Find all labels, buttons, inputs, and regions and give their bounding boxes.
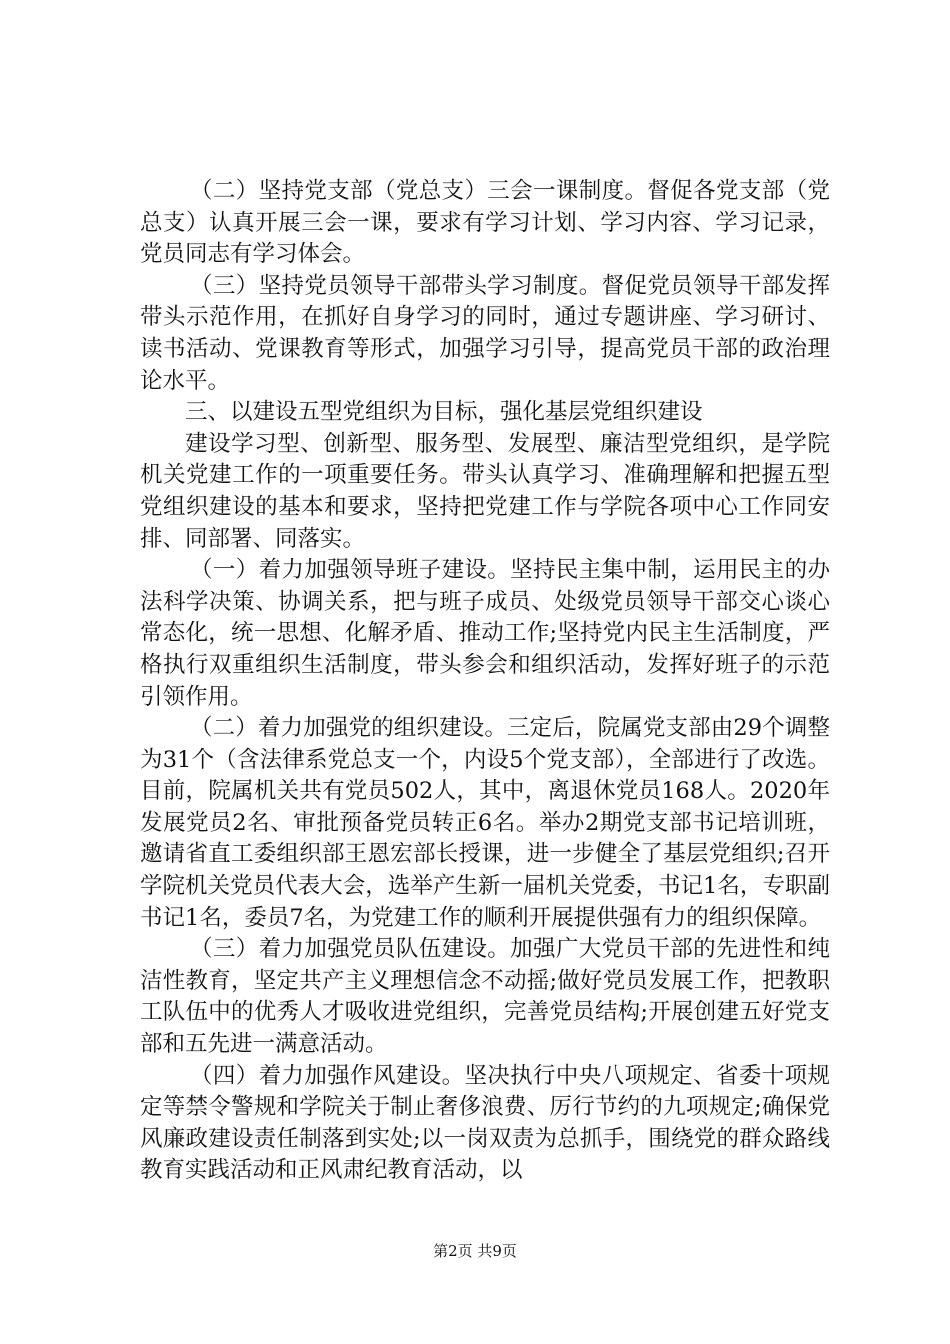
paragraph-3-intro: 建设学习型、创新型、服务型、发展型、廉洁型党组织，是学院机关党建工作的一项重要任务。带头认真学习、准确理解和把握五型党组织建设的基本和要求，坚持把党建工作与学院各项中心工作同安排、同部署、同落实。 <box>140 430 830 552</box>
paragraph-2-3: （三）坚持党员领导干部带头学习制度。督促党员领导干部发挥带头示范作用，在抓好自身学习的同时，通过专题讲座、学习研讨、读书活动、党课教育等形式，加强学习引导，提高党员干部的政治理论水平。 <box>140 272 830 394</box>
paragraph-3-4: （四）着力加强作风建设。坚决执行中央八项规定、省委十项规定等禁令警规和学院关于制止奢侈浪费、厉行节约的九项规定;确保党风廉政建设责任制落到实处;以一岗双责为总抓手，围绕党的群众路线教育实践活动和正风肃纪教育活动，以 <box>140 1062 830 1184</box>
document-body <box>140 176 830 1187</box>
paragraph-2-2: （二）坚持党支部（党总支）三会一课制度。督促各党支部（党总支）认真开展三会一课，要求有学习计划、学习内容、学习记录，党员同志有学习体会。 <box>140 178 830 268</box>
paragraph-3-1: （一）着力加强领导班子建设。坚持民主集中制，运用民主的办法科学决策、协调关系，把与班子成员、处级党员领导干部交心谈心常态化，统一思想、化解矛盾、推动工作;坚持党内民主生活制度，严格执行双重组织生活制度，带头参会和组织活动，发挥好班子的示范引领作用。 <box>140 557 830 710</box>
paragraph-3-2: （二）着力加强党的组织建设。三定后，院属党支部由29个调整为31个（含法律系党总支一个，内设5个党支部），全部进行了改选。目前，院属机关共有党员502人，其中，离退休党员168人。2020年发展党员2名、审批预备党员转正6名。举办2期党支部书记培训班，邀请省直工委组织部王恩宏部长授课，进一步健全了基层党组织;召开学院机关党员代表大会，选举产生新一届机关党委，书记1名，专职副书记1名，委员7名，为党建工作的顺利开展提供强有力的组织保障。 <box>140 715 830 931</box>
paragraph-3-3: （三）着力加强党员队伍建设。加强广大党员干部的先进性和纯洁性教育，坚定共产主义理想信念不动摇;做好党员发展工作，把教职工队伍中的优秀人才吸收进党组织，完善党员结构;开展创建五好党支部和五先进一满意活动。 <box>140 936 830 1058</box>
page-footer: 第2页 共9页 <box>433 1242 517 1260</box>
section-heading-3: 三、以建设五型党组织为目标，强化基层党组织建设 <box>185 399 703 426</box>
